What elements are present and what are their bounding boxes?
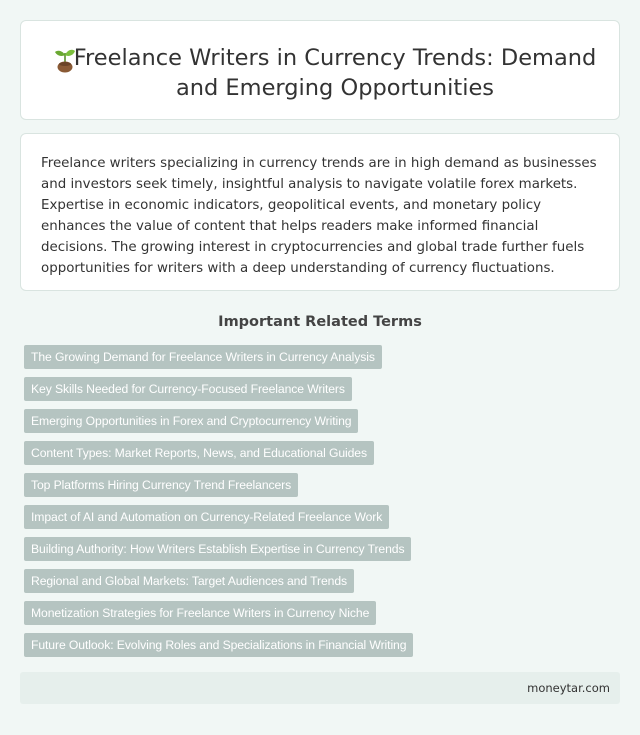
title-card bbox=[20, 20, 620, 120]
related-term-tag[interactable]: Future Outlook: Evolving Roles and Specializations in Financial Writing bbox=[24, 633, 413, 657]
list-item bbox=[24, 601, 413, 633]
summary-card bbox=[20, 133, 620, 291]
related-terms-heading: Important Related Terms bbox=[218, 314, 422, 330]
related-term-tag[interactable]: Impact of AI and Automation on Currency-Related Freelance Work bbox=[24, 505, 389, 529]
related-term-tag[interactable]: Emerging Opportunities in Forex and Cryptocurrency Writing bbox=[24, 409, 358, 433]
related-term-tag[interactable]: Building Authority: How Writers Establish Expertise in Currency Trends bbox=[24, 537, 411, 561]
list-item bbox=[24, 377, 413, 409]
related-term-tag[interactable]: Content Types: Market Reports, News, and Educational Guides bbox=[24, 441, 374, 465]
list-item bbox=[24, 441, 413, 473]
related-term-tag[interactable]: Top Platforms Hiring Currency Trend Freelancers bbox=[24, 473, 298, 497]
list-item bbox=[24, 345, 413, 377]
related-term-tag[interactable]: The Growing Demand for Freelance Writers in Currency Analysis bbox=[24, 345, 382, 369]
list-item bbox=[24, 569, 413, 601]
related-term-tag[interactable]: Regional and Global Markets: Target Audiences and Trends bbox=[24, 569, 354, 593]
related-term-tag[interactable]: Key Skills Needed for Currency-Focused Freelance Writers bbox=[24, 377, 352, 401]
related-terms-list bbox=[24, 345, 413, 665]
list-item bbox=[24, 537, 413, 569]
list-item bbox=[24, 505, 413, 537]
list-item bbox=[24, 473, 413, 505]
footer-site-link[interactable]: moneytar.com bbox=[527, 681, 610, 695]
footer bbox=[20, 672, 620, 704]
summary-text: Freelance writers specializing in currency trends are in high demand as businesses and investors seek timely, insightful analysis to navigate volatile forex markets. Expertise in economic indicators, geopolitical events, and monetary policy enhances the value of content that helps readers make informed financial decisions. The growing interest in cryptocurrencies and global trade further fuels opportunities for writers with a deep understanding of currency fluctuations. bbox=[41, 156, 597, 276]
list-item bbox=[24, 409, 413, 441]
related-term-tag[interactable]: Monetization Strategies for Freelance Writers in Currency Niche bbox=[24, 601, 376, 625]
page-title: Freelance Writers in Currency Trends: Demand and Emerging Opportunities bbox=[73, 45, 597, 101]
list-item bbox=[24, 633, 413, 665]
